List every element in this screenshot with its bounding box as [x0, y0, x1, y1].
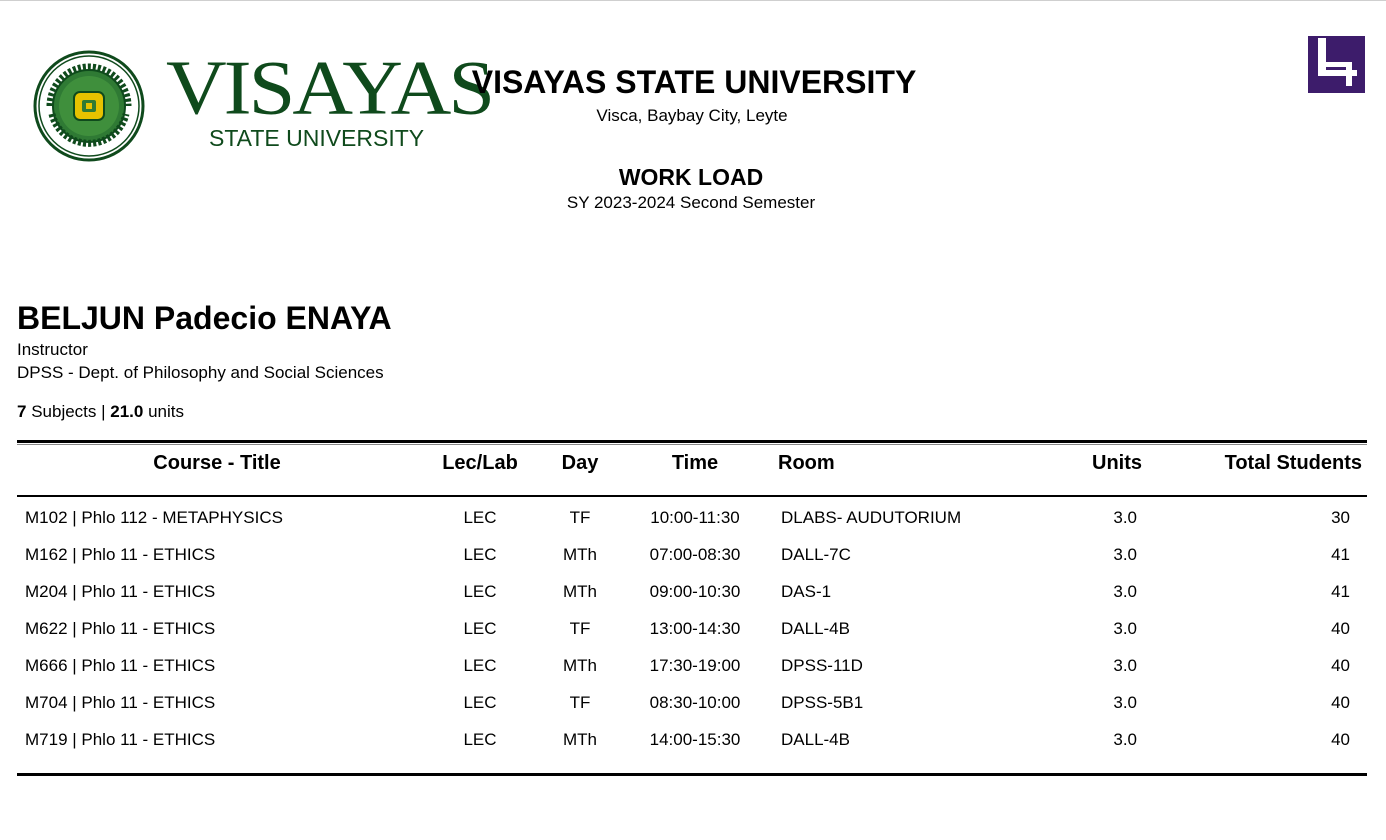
cell-course: M102 | Phlo 112 - METAPHYSICS	[25, 508, 283, 527]
table-row	[17, 536, 1367, 573]
cell-time: 07:00-08:30	[649, 545, 741, 564]
load-summary	[17, 402, 184, 422]
cell-day: MTh	[563, 582, 597, 601]
table-row	[17, 573, 1367, 610]
table-row	[17, 610, 1367, 647]
cell-time: 17:30-19:00	[649, 656, 741, 675]
cell-leclab: LEC	[463, 693, 497, 712]
corner-logo-icon	[1308, 36, 1365, 93]
university-wordmark-logo	[166, 45, 493, 156]
cell-leclab: LEC	[463, 619, 497, 638]
cell-students: 41	[1331, 582, 1350, 601]
cell-room: DPSS-5B1	[781, 693, 864, 712]
cell-leclab: LEC	[463, 545, 497, 564]
cell-course: M719 | Phlo 11 - ETHICS	[25, 730, 216, 749]
cell-day: TF	[569, 693, 591, 712]
instructor-position: Instructor	[17, 340, 88, 359]
header-day: Day	[561, 452, 599, 474]
cell-day: MTh	[563, 545, 597, 564]
cell-time: 09:00-10:30	[649, 582, 741, 601]
cell-course: M204 | Phlo 11 - ETHICS	[25, 582, 216, 601]
cell-leclab: LEC	[463, 508, 497, 527]
cell-day: TF	[569, 619, 591, 638]
table-row	[17, 647, 1367, 684]
cell-time: 08:30-10:00	[649, 693, 741, 712]
cell-units: 3.0	[1113, 582, 1137, 601]
cell-day: MTh	[563, 656, 597, 675]
cell-time: 14:00-15:30	[649, 730, 741, 749]
cell-students: 40	[1331, 730, 1350, 749]
cell-students: 40	[1331, 693, 1350, 712]
header-units: Units	[1092, 452, 1142, 474]
cell-time: 10:00-11:30	[650, 508, 740, 527]
header-lec-lab: Lec/Lab	[442, 452, 518, 474]
total-units: 21.0	[110, 402, 144, 421]
cell-units: 3.0	[1113, 619, 1137, 638]
university-address: Visca, Baybay City, Leyte	[596, 106, 788, 125]
cell-course: M622 | Phlo 11 - ETHICS	[25, 619, 216, 638]
cell-units: 3.0	[1113, 693, 1137, 712]
term-subtitle: SY 2023-2024 Second Semester	[566, 193, 816, 212]
cell-units: 3.0	[1113, 545, 1137, 564]
cell-course: M666 | Phlo 11 - ETHICS	[25, 656, 216, 675]
table-top-rule	[17, 440, 1367, 443]
cell-units: 3.0	[1113, 508, 1137, 527]
table-row	[17, 721, 1367, 758]
table-row	[17, 499, 1367, 536]
instructor-department: DPSS - Dept. of Philosophy and Social Sciences	[17, 363, 384, 382]
wordmark-state-university: STATE UNIVERSITY	[209, 125, 425, 151]
cell-room: DALL-4B	[781, 730, 850, 749]
top-border	[0, 0, 1386, 1]
cell-time: 13:00-14:30	[649, 619, 741, 638]
cell-students: 41	[1331, 545, 1350, 564]
cell-units: 3.0	[1113, 730, 1137, 749]
university-seal-icon	[32, 50, 146, 162]
cell-students: 40	[1331, 656, 1350, 675]
cell-students: 40	[1331, 619, 1350, 638]
cell-room: DALL-4B	[781, 619, 850, 638]
header-total-students: Total Students	[1224, 452, 1362, 474]
cell-course: M704 | Phlo 11 - ETHICS	[25, 693, 216, 712]
cell-day: TF	[569, 508, 591, 527]
document-title: WORK LOAD	[618, 164, 764, 190]
cell-leclab: LEC	[463, 656, 497, 675]
header-course-title: Course - Title	[153, 452, 281, 474]
table-header-rule	[17, 495, 1367, 497]
cell-students: 30	[1331, 508, 1350, 527]
table-bottom-rule	[17, 773, 1367, 776]
instructor-name: BELJUN Padecio ENAYA	[17, 300, 392, 336]
cell-units: 3.0	[1113, 656, 1137, 675]
subject-count: 7	[17, 402, 27, 421]
header-room: Room	[778, 452, 835, 474]
wordmark-visayas: VISAYAS	[166, 45, 493, 131]
cell-room: DAS-1	[781, 582, 832, 601]
cell-course: M162 | Phlo 11 - ETHICS	[25, 545, 216, 564]
cell-room: DALL-7C	[781, 545, 851, 564]
cell-room: DPSS-11D	[781, 656, 863, 675]
cell-room: DLABS- AUDUTORIUM	[781, 508, 962, 527]
units-label: units	[143, 402, 184, 421]
cell-day: MTh	[563, 730, 597, 749]
header-time: Time	[671, 452, 719, 474]
table-row	[17, 684, 1367, 721]
university-name: VISAYAS STATE UNIVERSITY	[471, 64, 917, 100]
subjects-label: Subjects |	[26, 402, 111, 421]
table-top-rule-thin	[17, 444, 1367, 445]
cell-leclab: LEC	[463, 730, 497, 749]
cell-leclab: LEC	[463, 582, 497, 601]
